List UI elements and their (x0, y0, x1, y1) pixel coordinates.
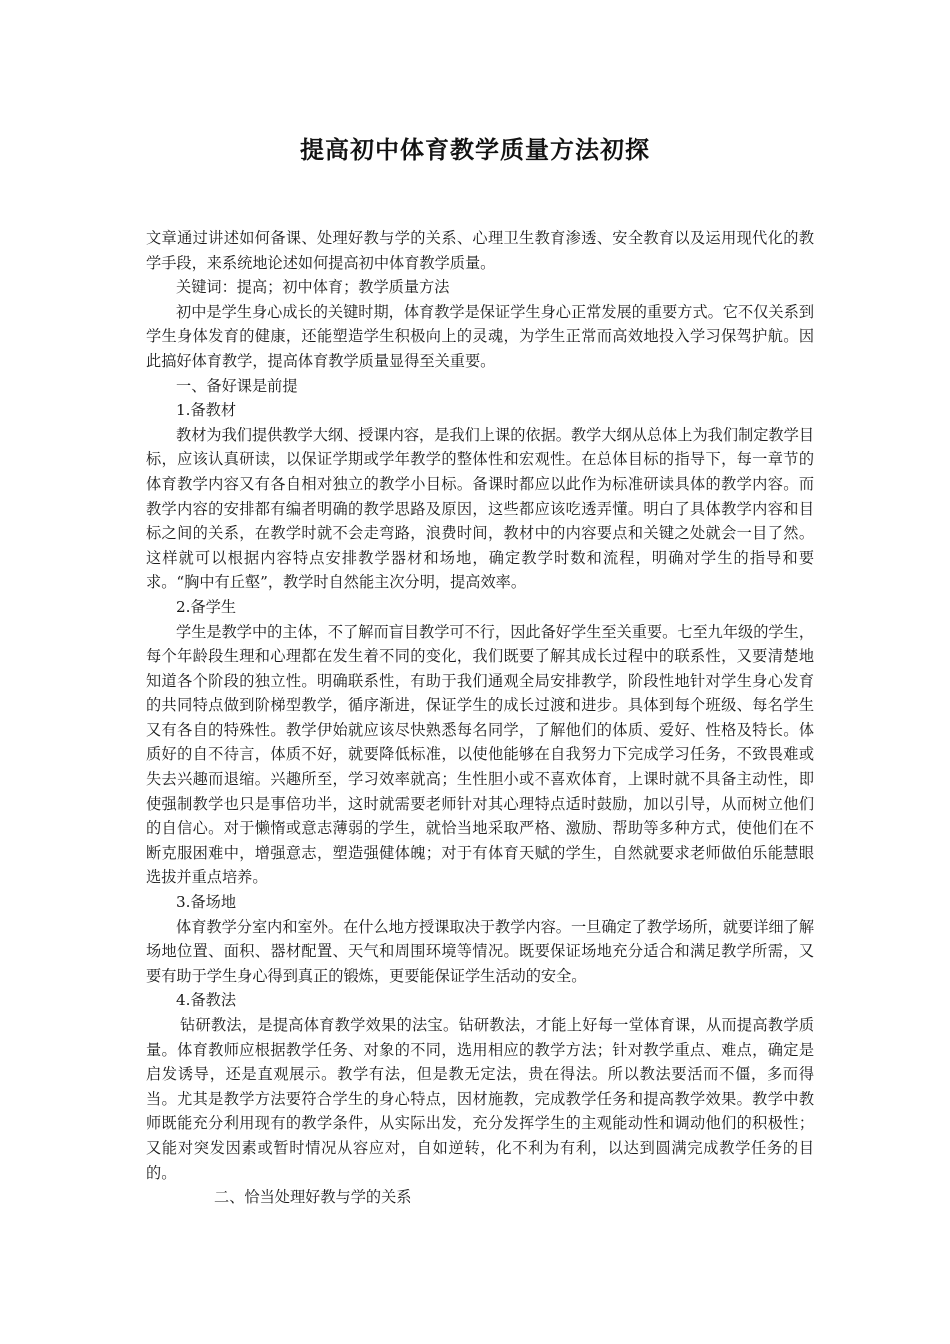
document-body (146, 226, 814, 1210)
intro-paragraph: 初中是学生身心成长的关键时期，体育教学是保证学生身心正常发展的重要方式。它不仅关系到学生身体发育的健康，还能塑造学生积极向上的灵魂，为学生正常而高效地投入学习保驾护航。因此搞好体育教学，提高体育教学质量显得至关重要。 (146, 302, 814, 370)
subsection-heading: 1.备教材 (176, 401, 237, 420)
section-heading: 二、恰当处理好教与学的关系 (214, 1188, 412, 1207)
document-title: 提高初中体育教学质量方法初探 (300, 135, 650, 164)
body-paragraph: 学生是教学中的主体，不了解而盲目教学可不行，因此备好学生至关重要。七至九年级的学生，每个年龄段生理和心理都在发生着不同的变化，我们既要了解其成长过程中的联系性，又要清楚地知道各个阶段的独立性。明确联系性，有助于我们通观全局安排教学，阶段性地针对学生身心发育的共同特点做到阶梯型教学，循序渐进，保证学生的成长过渡和进步。具体到每个班级、每名学生又有各自的特殊性。教学伊始就应该尽快熟悉每名同学，了解他们的体质、爱好、性格及特长。体质好的自不待言，体质不好，就要降低标准，以使他能够在自我努力下完成学习任务，不致畏难或失去兴趣而退缩。兴趣所至，学习效率就高；生性胆小或不喜欢体育，上课时就不具备主动性，即使强制教学也只是事倍功半，这时就需要老师针对其心理特点适时鼓励，加以引导，从而树立他们的自信心。对于懒惰或意志薄弱的学生，就恰当地采取严格、激励、帮助等多种方式，使他们在不断克服困难中，增强意志，塑造强健体魄；对于有体育天赋的学生，自然就要求老师做伯乐能慧眼选拔并重点培养。 (146, 622, 814, 887)
body-paragraph: 教材为我们提供教学大纲、授课内容，是我们上课的依据。教学大纲从总体上为我们制定教学目标，应该认真研读，以保证学期或学年教学的整体性和宏观性。在总体目标的指导下，每一章节的体育教学内容又有各自相对独立的教学小目标。备课时都应以此作为标准研读具体的教学内容。而教学内容的安排都有编者明确的教学思路及原因，这些都应该吃透弄懂。明白了具体教学内容和目标之间的关系，在教学时就不会走弯路，浪费时间，教材中的内容要点和关键之处就会一目了然。这样就可以根据内容特点安排教学器材和场地，确定教学时数和流程，明确对学生的指导和要求。“胸中有丘壑”，教学时自然能主次分明，提高效率。 (146, 425, 814, 592)
section-heading: 一、备好课是前提 (176, 376, 298, 395)
keywords-line: 关键词：提高；初中体育；教学质量方法 (176, 278, 450, 297)
body-paragraph: 体育教学分室内和室外。在什么地方授课取决于教学内容。一旦确定了教学场所，就要详细了解场地位置、面积、器材配置、天气和周围环境等情况。既要保证场地充分适合和满足教学所需，又要有助于学生身心得到真正的锻炼，更要能保证学生活动的安全。 (146, 917, 814, 985)
abstract-paragraph: 文章通过讲述如何备课、处理好教与学的关系、心理卫生教育渗透、安全教育以及运用现代化的教学手段，来系统地论述如何提高初中体育教学质量。 (146, 229, 814, 272)
subsection-heading: 2.备学生 (176, 597, 237, 616)
subsection-heading: 3.备场地 (176, 893, 237, 912)
body-paragraph: 钻研教法，是提高体育教学效果的法宝。钻研教法，才能上好每一堂体育课，从而提高教学质量。体育教师应根据教学任务、对象的不同，选用相应的教学方法；针对教学重点、难点，确定是启发诱导，还是直观展示。教学有法，但是教无定法，贵在得法。所以教法要活而不僵，多而得当。尤其是教学方法要符合学生的身心特点，因材施教，完成教学任务和提高教学效果。教学中教师既能充分利用现有的教学条件，从实际出发，充分发挥学生的主观能动性和调动他们的积极性；又能对突发因素或暂时情况从容应对，自如逆转，化不利为有利，以达到圆满完成教学任务的目的。 (146, 1016, 814, 1182)
subsection-heading: 4.备教法 (176, 991, 237, 1010)
